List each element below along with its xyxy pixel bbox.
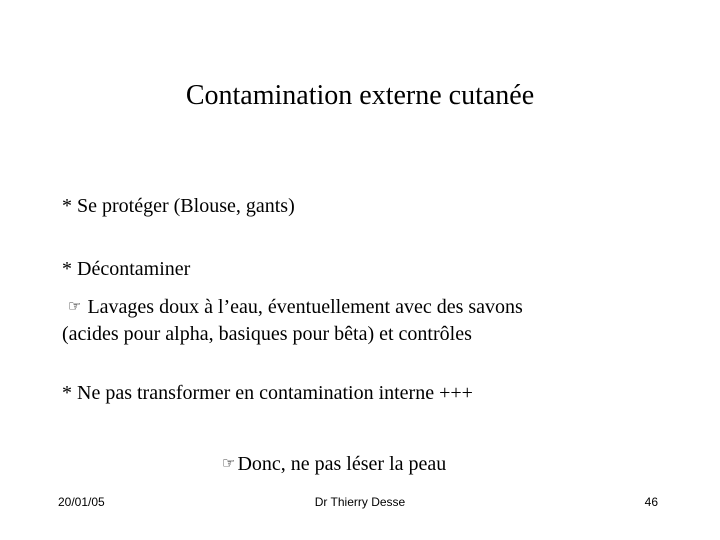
footer-date: 20/01/05 xyxy=(58,495,105,509)
bullet-protect: * Se protéger (Blouse, gants) xyxy=(62,195,295,217)
conclusion-text: Donc, ne pas léser la peau xyxy=(237,453,447,475)
footer-page-number: 46 xyxy=(644,495,658,509)
washing-text-line2: (acides pour alpha, basiques pour bêta) et contrôles xyxy=(62,323,472,345)
sub-bullet-washing xyxy=(62,293,523,320)
conclusion xyxy=(222,450,446,477)
bullet-no-internal: * Ne pas transformer en contamination interne +++ xyxy=(62,382,473,404)
slide-title: Contamination externe cutanée xyxy=(185,80,535,111)
bullet-decontaminate: * Décontaminer xyxy=(62,258,191,280)
washing-text-line1: Lavages doux à l’eau, éventuellement avec des savons xyxy=(87,296,523,318)
pointing-hand-icon: ☞ xyxy=(222,454,236,472)
footer-author: Dr Thierry Desse xyxy=(314,495,406,509)
pointing-hand-icon: ☞ xyxy=(68,297,82,315)
